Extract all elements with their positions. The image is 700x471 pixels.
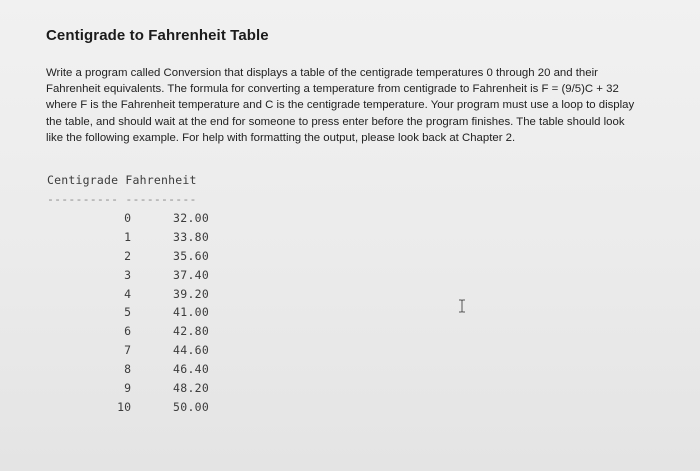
text-ibeam-cursor-icon bbox=[457, 299, 467, 313]
paragraph-line: where F is the Fahrenheit temperature and C is the centigrade temperature. Your program must use a loop to display bbox=[46, 99, 635, 112]
fahrenheit-value: 50.00 bbox=[173, 399, 210, 414]
table-header: Centigrade Fahrenheit bbox=[47, 173, 197, 187]
fahrenheit-value: 39.20 bbox=[173, 286, 210, 301]
centigrade-value: 9 bbox=[124, 381, 131, 396]
centigrade-value: 4 bbox=[124, 286, 131, 301]
paragraph-line: like the following example. For help with formatting the output, please look back at Chapter 2. bbox=[46, 131, 516, 144]
fahrenheit-value: 48.20 bbox=[173, 381, 210, 396]
fahrenheit-value: 41.00 bbox=[173, 305, 210, 320]
centigrade-value: 2 bbox=[124, 248, 131, 263]
centigrade-value: 6 bbox=[124, 324, 131, 339]
paragraph-line: Fahrenheit equivalents. The formula for converting a temperature from centigrade to Fahrenheit is F = (9/5)C + 32 bbox=[46, 83, 619, 96]
table-row bbox=[47, 379, 247, 398]
conversion-table bbox=[47, 209, 247, 417]
centigrade-value: 1 bbox=[124, 229, 131, 244]
table-row bbox=[47, 247, 247, 266]
table-row bbox=[47, 360, 247, 379]
table-row bbox=[47, 341, 247, 360]
paragraph-line: Write a program called Conversion that displays a table of the centigrade temperatures 0 through 20 and their bbox=[46, 67, 598, 79]
fahrenheit-value: 32.00 bbox=[173, 211, 210, 225]
table-row bbox=[47, 398, 247, 417]
table-row bbox=[47, 266, 247, 285]
centigrade-value: 7 bbox=[124, 343, 131, 358]
fahrenheit-value: 42.80 bbox=[173, 324, 210, 339]
table-row bbox=[47, 228, 247, 247]
table-row bbox=[47, 209, 247, 228]
centigrade-value: 3 bbox=[124, 267, 131, 282]
fahrenheit-value: 46.40 bbox=[173, 362, 210, 377]
instructions-paragraph bbox=[46, 65, 661, 146]
table-row bbox=[47, 285, 247, 304]
table-row bbox=[47, 322, 247, 341]
fahrenheit-value: 35.60 bbox=[173, 248, 210, 263]
table-row bbox=[47, 303, 247, 322]
page-title: Centigrade to Fahrenheit Table bbox=[46, 27, 269, 44]
table-divider: ---------- ---------- bbox=[47, 192, 197, 206]
centigrade-value: 8 bbox=[124, 362, 131, 377]
fahrenheit-value: 44.60 bbox=[173, 343, 210, 358]
paragraph-line: the table, and should wait at the end for someone to press enter before the program finishes. The table should look bbox=[46, 115, 625, 128]
centigrade-value: 5 bbox=[124, 305, 131, 320]
centigrade-value: 10 bbox=[117, 399, 131, 414]
centigrade-value: 0 bbox=[124, 211, 131, 225]
fahrenheit-value: 33.80 bbox=[173, 229, 210, 244]
fahrenheit-value: 37.40 bbox=[173, 267, 210, 282]
